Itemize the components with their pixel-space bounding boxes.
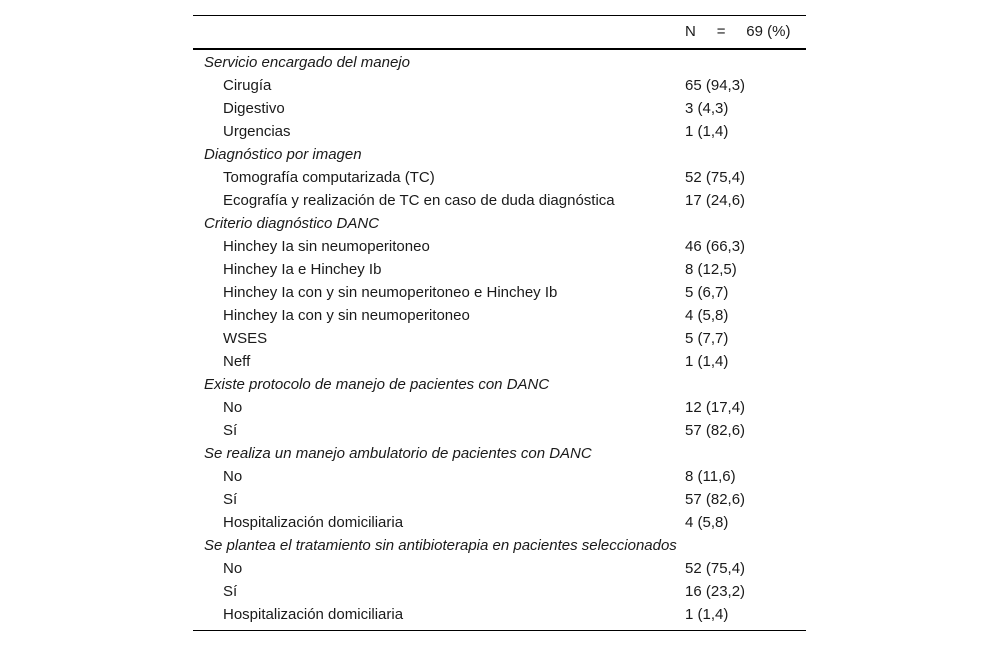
table-row — [193, 580, 806, 603]
header-total — [685, 23, 790, 40]
row-label: Ecografía y realización de TC en caso de duda diagnóstica — [223, 192, 615, 209]
table-row — [193, 97, 806, 120]
row-value: 4 (5,8) — [685, 307, 729, 324]
section-heading-row — [193, 143, 806, 166]
table-row — [193, 258, 806, 281]
section-title: Diagnóstico por imagen — [204, 146, 362, 163]
row-value: 1 (1,4) — [685, 123, 729, 140]
row-label: No — [223, 468, 243, 485]
section-heading-row — [193, 373, 806, 396]
row-label: Hinchey Ia sin neumoperitoneo — [223, 238, 430, 255]
row-label: Sí — [223, 491, 238, 508]
row-label: Hinchey Ia con y sin neumoperitoneo e Hinchey Ib — [223, 284, 558, 301]
section-heading-row — [193, 442, 806, 465]
row-value: 57 (82,6) — [685, 491, 746, 508]
table-body — [193, 51, 806, 626]
table-row — [193, 74, 806, 97]
section-heading-row — [193, 212, 806, 235]
table-row — [193, 189, 806, 212]
header-equals: = — [716, 23, 726, 40]
table-row — [193, 166, 806, 189]
table-row — [193, 350, 806, 373]
row-value: 5 (7,7) — [685, 330, 729, 347]
table-row — [193, 465, 806, 488]
section-heading-row — [193, 51, 806, 74]
row-label: Cirugía — [223, 77, 272, 94]
row-label: Hospitalización domiciliaria — [223, 606, 404, 623]
table-row — [193, 304, 806, 327]
row-value: 65 (94,3) — [685, 77, 746, 94]
table-row — [193, 120, 806, 143]
row-label: Hinchey Ia e Hinchey Ib — [223, 261, 382, 278]
row-value: 12 (17,4) — [685, 399, 746, 416]
row-value: 8 (11,6) — [685, 468, 736, 485]
table-row — [193, 557, 806, 580]
section-title: Se realiza un manejo ambulatorio de pacientes con DANC — [204, 445, 592, 462]
row-value: 46 (66,3) — [685, 238, 746, 255]
table-bottom-rule — [193, 630, 806, 631]
row-value: 5 (6,7) — [685, 284, 729, 301]
table-row — [193, 419, 806, 442]
row-value: 17 (24,6) — [685, 192, 746, 209]
row-value: 57 (82,6) — [685, 422, 746, 439]
row-value: 3 (4,3) — [685, 100, 729, 117]
row-label: Urgencias — [223, 123, 291, 140]
table-header-row — [193, 16, 806, 50]
table-row — [193, 396, 806, 419]
table-row — [193, 603, 806, 626]
row-label: Digestivo — [223, 100, 285, 117]
results-table — [193, 15, 806, 631]
table-row — [193, 511, 806, 534]
table-row — [193, 235, 806, 258]
section-heading-row — [193, 534, 806, 557]
row-value: 1 (1,4) — [685, 606, 729, 623]
row-value: 8 (12,5) — [685, 261, 737, 278]
row-value: 4 (5,8) — [685, 514, 729, 531]
section-title: Se plantea el tratamiento sin antibioterapia en pacientes seleccionados — [204, 537, 677, 554]
section-title: Existe protocolo de manejo de pacientes con DANC — [204, 376, 550, 393]
row-value: 16 (23,2) — [685, 583, 746, 600]
header-total-value: 69 (%) — [746, 23, 791, 40]
table-row — [193, 281, 806, 304]
row-label: No — [223, 399, 243, 416]
section-title: Criterio diagnóstico DANC — [204, 215, 380, 232]
row-value: 52 (75,4) — [685, 560, 746, 577]
row-value: 52 (75,4) — [685, 169, 746, 186]
row-value: 1 (1,4) — [685, 353, 729, 370]
row-label: Neff — [223, 353, 251, 370]
table-row — [193, 327, 806, 350]
row-label: Tomografía computarizada (TC) — [223, 169, 435, 186]
table-row — [193, 488, 806, 511]
row-label: Hinchey Ia con y sin neumoperitoneo — [223, 307, 470, 324]
header-n-label: N — [685, 23, 696, 40]
section-title: Servicio encargado del manejo — [204, 54, 410, 71]
row-label: No — [223, 560, 243, 577]
row-label: WSES — [223, 330, 268, 347]
row-label: Hospitalización domiciliaria — [223, 514, 404, 531]
row-label: Sí — [223, 583, 238, 600]
row-label: Sí — [223, 422, 238, 439]
